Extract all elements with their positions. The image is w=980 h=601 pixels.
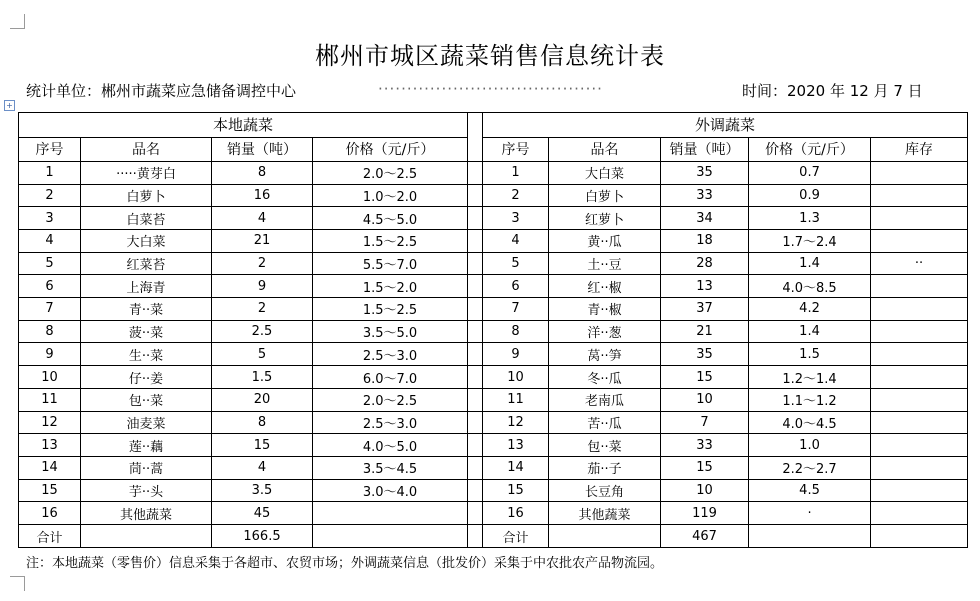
local-total-value: 166.5 bbox=[212, 525, 313, 548]
local-price-cell: 1.0～2.0 bbox=[313, 184, 468, 207]
import-total-label: 合计 bbox=[483, 525, 549, 548]
import-stock-cell bbox=[871, 456, 968, 479]
import-stock-cell bbox=[871, 184, 968, 207]
local-price-cell: 1.5～2.5 bbox=[313, 298, 468, 321]
local-price-cell: 3.5～5.0 bbox=[313, 320, 468, 343]
import-price-cell: 1.2～1.4 bbox=[749, 366, 871, 389]
import-no-cell: 3 bbox=[483, 207, 549, 230]
import-price-cell: 1.4 bbox=[749, 320, 871, 343]
import-sales-cell: 15 bbox=[661, 366, 749, 389]
import-stock-cell bbox=[871, 411, 968, 434]
local-sales-cell: 8 bbox=[212, 411, 313, 434]
table-divider-cell bbox=[468, 388, 483, 411]
local-no-cell: 9 bbox=[19, 343, 81, 366]
table-row bbox=[19, 184, 968, 207]
col-header-import-stock: 库存 bbox=[871, 137, 968, 161]
import-sales-cell: 10 bbox=[661, 388, 749, 411]
import-sales-cell: 33 bbox=[661, 184, 749, 207]
import-price-cell: 1.4 bbox=[749, 252, 871, 275]
import-price-cell: 1.1～1.2 bbox=[749, 388, 871, 411]
local-name-cell: 芋··头 bbox=[81, 479, 212, 502]
local-name-cell: 青··菜 bbox=[81, 298, 212, 321]
import-no-cell: 13 bbox=[483, 434, 549, 457]
local-sales-cell: 45 bbox=[212, 502, 313, 525]
local-no-cell: 12 bbox=[19, 411, 81, 434]
statistics-unit: 统计单位：郴州市蔬菜应急储备调控中心 bbox=[26, 82, 297, 100]
local-sales-cell: 2 bbox=[212, 298, 313, 321]
import-stock-cell bbox=[871, 229, 968, 252]
local-price-cell: 2.0～2.5 bbox=[313, 388, 468, 411]
local-name-cell: 仔··姜 bbox=[81, 366, 212, 389]
import-name-cell: 包··菜 bbox=[549, 434, 661, 457]
import-name-cell: 其他蔬菜 bbox=[549, 502, 661, 525]
import-price-cell: · bbox=[749, 502, 871, 525]
import-sales-cell: 10 bbox=[661, 479, 749, 502]
import-total-blank bbox=[549, 525, 661, 548]
local-sales-cell: 4 bbox=[212, 207, 313, 230]
local-price-cell: 6.0～7.0 bbox=[313, 366, 468, 389]
import-sales-cell: 28 bbox=[661, 252, 749, 275]
import-price-cell: 1.5 bbox=[749, 343, 871, 366]
import-sales-cell: 35 bbox=[661, 161, 749, 184]
import-stock-cell bbox=[871, 434, 968, 457]
table-row bbox=[19, 411, 968, 434]
table-divider-cell bbox=[468, 161, 483, 184]
local-no-cell: 1 bbox=[19, 161, 81, 184]
leader-dots: ······································· bbox=[378, 80, 603, 98]
table-divider-cell bbox=[468, 434, 483, 457]
import-no-cell: 12 bbox=[483, 411, 549, 434]
local-name-cell: 生··菜 bbox=[81, 343, 212, 366]
import-sales-cell: 34 bbox=[661, 207, 749, 230]
import-name-cell: 青··椒 bbox=[549, 298, 661, 321]
import-total-value: 467 bbox=[661, 525, 749, 548]
local-no-cell: 7 bbox=[19, 298, 81, 321]
import-no-cell: 10 bbox=[483, 366, 549, 389]
import-no-cell: 14 bbox=[483, 456, 549, 479]
local-sales-cell: 5 bbox=[212, 343, 313, 366]
table-row bbox=[19, 434, 968, 457]
col-header-local-name: 品名 bbox=[81, 137, 212, 161]
local-name-cell: 包··菜 bbox=[81, 388, 212, 411]
local-total-blank bbox=[81, 525, 212, 548]
local-name-cell: 菠··菜 bbox=[81, 320, 212, 343]
table-divider-cell bbox=[468, 343, 483, 366]
import-no-cell: 4 bbox=[483, 229, 549, 252]
local-sales-cell: 16 bbox=[212, 184, 313, 207]
local-name-cell: 其他蔬菜 bbox=[81, 502, 212, 525]
import-no-cell: 15 bbox=[483, 479, 549, 502]
meta-line bbox=[26, 80, 946, 102]
local-price-cell: 5.5～7.0 bbox=[313, 252, 468, 275]
import-stock-cell bbox=[871, 275, 968, 298]
import-name-cell: 黄··瓜 bbox=[549, 229, 661, 252]
sales-table bbox=[18, 112, 967, 548]
local-price-cell: 1.5～2.0 bbox=[313, 275, 468, 298]
local-name-cell: ·····黄芽白 bbox=[81, 161, 212, 184]
table-divider-cell bbox=[468, 275, 483, 298]
local-veg-title: 本地蔬菜 bbox=[19, 113, 468, 138]
import-stock-cell bbox=[871, 479, 968, 502]
import-stock-cell bbox=[871, 343, 968, 366]
local-no-cell: 13 bbox=[19, 434, 81, 457]
import-price-cell: 1.7～2.4 bbox=[749, 229, 871, 252]
local-no-cell: 3 bbox=[19, 207, 81, 230]
local-price-cell: 2.0～2.5 bbox=[313, 161, 468, 184]
table-divider bbox=[468, 113, 483, 162]
table-divider-cell bbox=[468, 298, 483, 321]
local-price-cell: 2.5～3.0 bbox=[313, 411, 468, 434]
local-sales-cell: 4 bbox=[212, 456, 313, 479]
local-price-cell: 4.5～5.0 bbox=[313, 207, 468, 230]
table-divider-cell bbox=[468, 502, 483, 525]
local-price-cell: 3.0～4.0 bbox=[313, 479, 468, 502]
import-no-cell: 2 bbox=[483, 184, 549, 207]
import-stock-cell: ·· bbox=[871, 252, 968, 275]
local-name-cell: 白菜苔 bbox=[81, 207, 212, 230]
import-sales-cell: 13 bbox=[661, 275, 749, 298]
import-total-stock-blank bbox=[871, 525, 968, 548]
table-divider-cell bbox=[468, 320, 483, 343]
table-row bbox=[19, 343, 968, 366]
col-header-import-sales: 销量（吨） bbox=[661, 137, 749, 161]
local-name-cell: 大白菜 bbox=[81, 229, 212, 252]
col-header-local-price: 价格（元/斤） bbox=[313, 137, 468, 161]
document-title: 郴州市城区蔬菜销售信息统计表 bbox=[315, 42, 665, 70]
table-row bbox=[19, 298, 968, 321]
import-stock-cell bbox=[871, 366, 968, 389]
import-no-cell: 11 bbox=[483, 388, 549, 411]
table-divider-cell bbox=[468, 479, 483, 502]
table-row bbox=[19, 366, 968, 389]
table-row bbox=[19, 229, 968, 252]
import-sales-cell: 18 bbox=[661, 229, 749, 252]
import-no-cell: 7 bbox=[483, 298, 549, 321]
page-corner-mark-top-left bbox=[10, 14, 25, 29]
table-move-handle-icon[interactable]: + bbox=[4, 100, 15, 111]
table-divider-cell bbox=[468, 366, 483, 389]
local-no-cell: 16 bbox=[19, 502, 81, 525]
import-no-cell: 5 bbox=[483, 252, 549, 275]
import-stock-cell bbox=[871, 388, 968, 411]
footnote: 注：本地蔬菜（零售价）信息采集于各超市、农贸市场；外调蔬菜信息（批发价）采集于中农批农产品物流园。 bbox=[26, 556, 664, 571]
import-name-cell: 白萝卜 bbox=[549, 184, 661, 207]
import-no-cell: 1 bbox=[483, 161, 549, 184]
import-stock-cell bbox=[871, 207, 968, 230]
import-name-cell: 长豆角 bbox=[549, 479, 661, 502]
local-no-cell: 11 bbox=[19, 388, 81, 411]
import-stock-cell bbox=[871, 298, 968, 321]
import-name-cell: 莴··笋 bbox=[549, 343, 661, 366]
table-row bbox=[19, 320, 968, 343]
import-sales-cell: 33 bbox=[661, 434, 749, 457]
col-header-import-price: 价格（元/斤） bbox=[749, 137, 871, 161]
report-date: 时间：2020 年 12 月 7 日 bbox=[742, 82, 923, 100]
table-row bbox=[19, 252, 968, 275]
local-no-cell: 5 bbox=[19, 252, 81, 275]
local-name-cell: 油麦菜 bbox=[81, 411, 212, 434]
table-row bbox=[19, 388, 968, 411]
local-sales-cell: 1.5 bbox=[212, 366, 313, 389]
import-price-cell: 1.0 bbox=[749, 434, 871, 457]
import-name-cell: 土··豆 bbox=[549, 252, 661, 275]
local-sales-cell: 2 bbox=[212, 252, 313, 275]
import-price-cell: 4.0～8.5 bbox=[749, 275, 871, 298]
local-no-cell: 2 bbox=[19, 184, 81, 207]
local-sales-cell: 3.5 bbox=[212, 479, 313, 502]
local-name-cell: 莲··藕 bbox=[81, 434, 212, 457]
table-divider-cell bbox=[468, 456, 483, 479]
import-sales-cell: 119 bbox=[661, 502, 749, 525]
table-divider-cell bbox=[468, 207, 483, 230]
import-name-cell: 红萝卜 bbox=[549, 207, 661, 230]
local-no-cell: 14 bbox=[19, 456, 81, 479]
local-price-cell: 1.5～2.5 bbox=[313, 229, 468, 252]
table-divider-cell bbox=[468, 525, 483, 548]
import-total-price-blank bbox=[749, 525, 871, 548]
local-sales-cell: 15 bbox=[212, 434, 313, 457]
table-divider-cell bbox=[468, 229, 483, 252]
local-no-cell: 10 bbox=[19, 366, 81, 389]
table-row bbox=[19, 456, 968, 479]
table-row bbox=[19, 161, 968, 184]
local-no-cell: 8 bbox=[19, 320, 81, 343]
table-row bbox=[19, 207, 968, 230]
import-name-cell: 洋··葱 bbox=[549, 320, 661, 343]
import-sales-cell: 21 bbox=[661, 320, 749, 343]
import-sales-cell: 7 bbox=[661, 411, 749, 434]
import-name-cell: 老南瓜 bbox=[549, 388, 661, 411]
total-row bbox=[19, 525, 968, 548]
local-sales-cell: 8 bbox=[212, 161, 313, 184]
local-sales-cell: 9 bbox=[212, 275, 313, 298]
import-name-cell: 红··椒 bbox=[549, 275, 661, 298]
local-name-cell: 上海青 bbox=[81, 275, 212, 298]
local-sales-cell: 21 bbox=[212, 229, 313, 252]
import-stock-cell bbox=[871, 502, 968, 525]
import-no-cell: 16 bbox=[483, 502, 549, 525]
col-header-import-name: 品名 bbox=[549, 137, 661, 161]
local-name-cell: 茼··蒿 bbox=[81, 456, 212, 479]
table-divider-cell bbox=[468, 184, 483, 207]
local-name-cell: 白萝卜 bbox=[81, 184, 212, 207]
import-price-cell: 0.9 bbox=[749, 184, 871, 207]
import-price-cell: 0.7 bbox=[749, 161, 871, 184]
column-header-row bbox=[19, 137, 968, 161]
local-sales-cell: 2.5 bbox=[212, 320, 313, 343]
import-no-cell: 6 bbox=[483, 275, 549, 298]
import-price-cell: 1.3 bbox=[749, 207, 871, 230]
page-corner-mark-bottom-left bbox=[10, 576, 25, 591]
import-name-cell: 苦··瓜 bbox=[549, 411, 661, 434]
import-sales-cell: 35 bbox=[661, 343, 749, 366]
local-no-cell: 6 bbox=[19, 275, 81, 298]
col-header-local-no: 序号 bbox=[19, 137, 81, 161]
import-price-cell: 2.2～2.7 bbox=[749, 456, 871, 479]
import-price-cell: 4.0～4.5 bbox=[749, 411, 871, 434]
local-price-cell: 3.5～4.5 bbox=[313, 456, 468, 479]
import-name-cell: 大白菜 bbox=[549, 161, 661, 184]
import-veg-title: 外调蔬菜 bbox=[483, 113, 968, 138]
import-name-cell: 冬··瓜 bbox=[549, 366, 661, 389]
col-header-local-sales: 销量（吨） bbox=[212, 137, 313, 161]
local-no-cell: 4 bbox=[19, 229, 81, 252]
local-total-price-blank bbox=[313, 525, 468, 548]
import-price-cell: 4.2 bbox=[749, 298, 871, 321]
import-no-cell: 8 bbox=[483, 320, 549, 343]
import-sales-cell: 37 bbox=[661, 298, 749, 321]
import-sales-cell: 15 bbox=[661, 456, 749, 479]
table-row bbox=[19, 502, 968, 525]
local-no-cell: 15 bbox=[19, 479, 81, 502]
import-no-cell: 9 bbox=[483, 343, 549, 366]
local-sales-cell: 20 bbox=[212, 388, 313, 411]
table-divider-cell bbox=[468, 252, 483, 275]
local-total-label: 合计 bbox=[19, 525, 81, 548]
import-price-cell: 4.5 bbox=[749, 479, 871, 502]
local-price-cell: 2.5～3.0 bbox=[313, 343, 468, 366]
table-row bbox=[19, 479, 968, 502]
import-stock-cell bbox=[871, 320, 968, 343]
import-name-cell: 茄··子 bbox=[549, 456, 661, 479]
import-stock-cell bbox=[871, 161, 968, 184]
group-header-row bbox=[19, 113, 968, 138]
col-header-import-no: 序号 bbox=[483, 137, 549, 161]
local-price-cell: 4.0～5.0 bbox=[313, 434, 468, 457]
table-row bbox=[19, 275, 968, 298]
local-price-cell bbox=[313, 502, 468, 525]
local-name-cell: 红菜苔 bbox=[81, 252, 212, 275]
table-divider-cell bbox=[468, 411, 483, 434]
